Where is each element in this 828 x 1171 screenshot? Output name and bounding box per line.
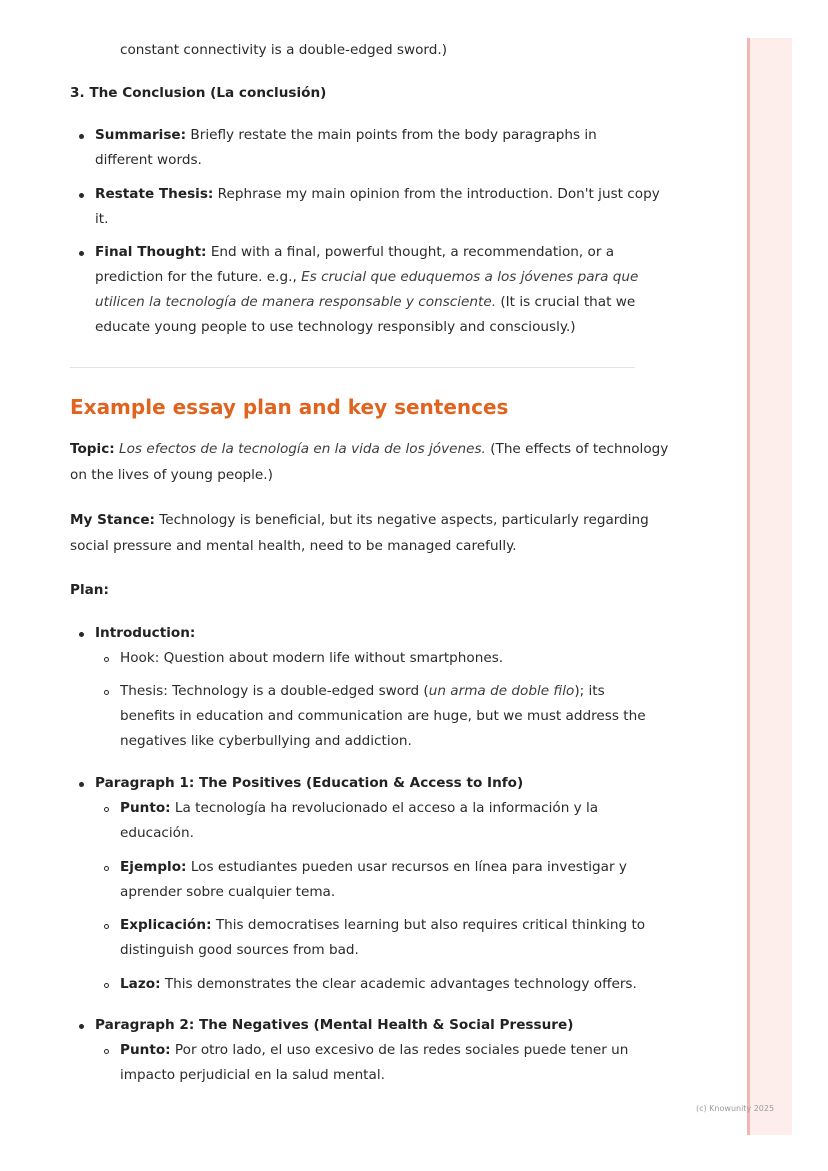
sub-item-label: Punto: xyxy=(120,800,171,816)
stance-label: My Stance: xyxy=(70,512,155,528)
sub-item-text: Thesis: Technology is a double-edged sword ( xyxy=(120,683,429,699)
bullet xyxy=(79,1024,84,1029)
sub-bullet xyxy=(104,1049,109,1054)
spanish-example: utilicen la tecnología de manera responsable y consciente. xyxy=(95,294,497,310)
conclusion-heading: 3. The Conclusion (La conclusión) xyxy=(70,85,327,101)
sub-item-text: Hook: Question about modern life without smartphones. xyxy=(120,650,504,666)
item-text: (It is crucial that we xyxy=(496,294,636,310)
section-heading: Example essay plan and key sentences xyxy=(70,395,509,419)
sub-item-label: Punto: xyxy=(120,1042,171,1058)
sub-item-text: Los estudiantes pueden usar recursos en línea para investigar y xyxy=(186,859,627,875)
sub-item-text: benefits in education and communication are huge, but we must address the xyxy=(120,708,646,724)
sub-item-text: Por otro lado, el uso excesivo de las redes sociales puede tener un xyxy=(170,1042,629,1058)
sub-item-text: negatives like cyberbullying and addiction. xyxy=(120,733,412,749)
topic-text: (The effects of technology xyxy=(485,441,669,457)
sub-item-label: Lazo: xyxy=(120,976,161,992)
sub-bullet xyxy=(104,657,109,662)
plan-item-title: Introduction: xyxy=(95,625,196,641)
item-label: Restate Thesis: xyxy=(95,186,214,202)
sub-item-label: Explicación: xyxy=(120,917,212,933)
stance-text: social pressure and mental health, need to be managed carefully. xyxy=(70,538,517,554)
item-text: Rephrase my main opinion from the introduction. Don't just copy xyxy=(213,186,660,202)
item-text: End with a final, powerful thought, a recommendation, or a xyxy=(206,244,615,260)
sub-item-text: This democratises learning but also requires critical thinking to xyxy=(211,917,646,933)
spanish-phrase: un arma de doble filo xyxy=(428,683,575,699)
plan-item-title: Paragraph 2: The Negatives (Mental Health & Social Pressure) xyxy=(95,1017,574,1033)
item-text: Briefly restate the main points from the body paragraphs in xyxy=(186,127,597,143)
spanish-example: Es crucial que eduquemos a los jóvenes para que xyxy=(301,269,639,285)
plan-item-title: Paragraph 1: The Positives (Education & Access to Info) xyxy=(95,775,524,791)
topic-spanish: Los efectos de la tecnología en la vida de los jóvenes. xyxy=(119,441,486,457)
stance-text: Technology is beneficial, but its negative aspects, particularly regarding xyxy=(154,512,649,528)
margin-sidebar-line xyxy=(747,38,750,1135)
copyright-footer: (c) Knowunity 2025 xyxy=(696,1104,775,1113)
item-text: different words. xyxy=(95,152,202,168)
item-text: it. xyxy=(95,211,109,227)
bullet xyxy=(79,632,84,637)
sub-item-label: Ejemplo: xyxy=(120,859,187,875)
sub-item-text: impacto perjudicial en la salud mental. xyxy=(120,1067,385,1083)
bullet xyxy=(79,134,84,139)
item-text: prediction for the future. e.g., xyxy=(95,269,302,285)
sub-item-text: aprender sobre cualquier tema. xyxy=(120,884,336,900)
sub-bullet xyxy=(104,807,109,812)
sub-item-text: La tecnología ha revolucionado el acceso a la información y la xyxy=(170,800,599,816)
topic-label: Topic: xyxy=(70,441,115,457)
bullet xyxy=(79,193,84,198)
sub-bullet xyxy=(104,983,109,988)
sub-item-text: This demonstrates the clear academic advantages technology offers. xyxy=(160,976,637,992)
plan-label: Plan: xyxy=(70,582,109,598)
section-divider xyxy=(70,367,635,368)
sub-bullet xyxy=(104,690,109,695)
continued-text: constant connectivity is a double-edged sword.) xyxy=(120,42,448,58)
bullet xyxy=(79,251,84,256)
sub-bullet xyxy=(104,924,109,929)
sub-item-text: ); its xyxy=(574,683,605,699)
topic-text: on the lives of young people.) xyxy=(70,467,273,483)
sub-bullet xyxy=(104,866,109,871)
item-text: educate young people to use technology responsibly and consciously.) xyxy=(95,319,576,335)
item-label: Summarise: xyxy=(95,127,187,143)
sub-item-text: educación. xyxy=(120,825,194,841)
item-label: Final Thought: xyxy=(95,244,207,260)
sub-item-text: distinguish good sources from bad. xyxy=(120,942,359,958)
bullet xyxy=(79,782,84,787)
margin-sidebar xyxy=(747,38,792,1135)
